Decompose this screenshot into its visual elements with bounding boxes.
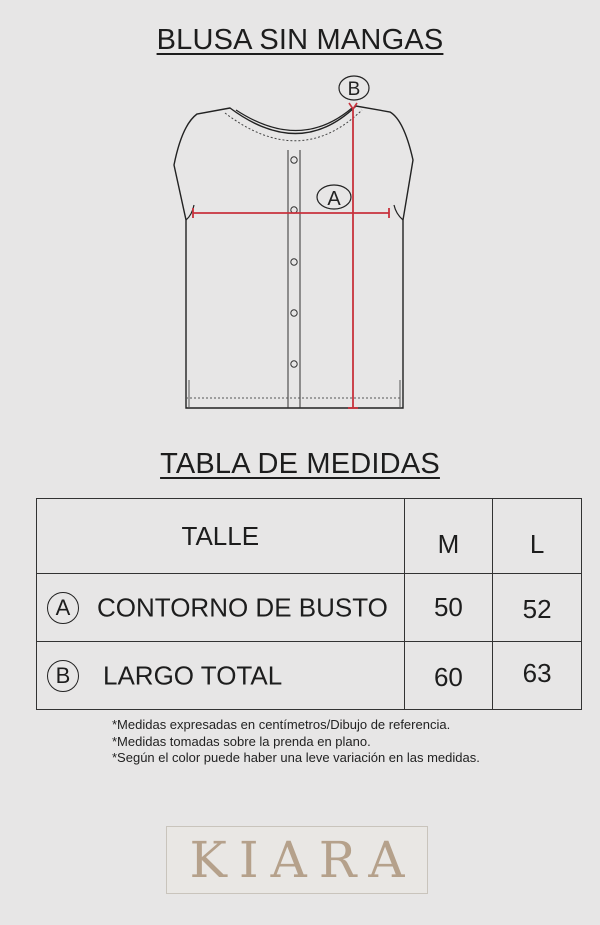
button-4 [291,310,297,316]
measurement-notes [112,717,480,767]
size-table [36,498,582,710]
button-1 [291,157,297,163]
garment-armhole-right [394,205,403,220]
size-header-l: L [493,499,582,574]
row-b-value-l: 63 [493,642,582,710]
row-b-label: LARGO TOTAL [103,660,283,690]
table-header-row [37,499,582,574]
table-title-text: TABLA DE MEDIDAS [160,448,440,480]
button-5 [291,361,297,367]
row-a-value-m: 50 [404,574,493,642]
row-a-label: CONTORNO DE BUSTO [97,592,388,622]
button-3 [291,259,297,265]
row-b-value-m: 60 [404,642,493,710]
marker-a-text: A [327,188,341,210]
note-line: *Medidas expresadas en centímetros/Dibujo de referencia. [112,717,451,732]
table-row [37,574,582,642]
size-header-m: M [404,499,493,574]
marker-b-text: B [347,79,361,100]
brand-logo [166,826,428,894]
garment-neckline-stitch [225,110,362,141]
note-line: *Medidas tomadas sobre la prenda en plano. [112,733,371,749]
row-a-value-l: 52 [493,574,582,642]
row-b-marker: B [47,660,79,692]
garment-buttons [291,157,297,367]
page-title-text: BLUSA SIN MANGAS [156,24,444,56]
brand-logo-text: KIARA [189,831,417,889]
row-a-marker: A [47,592,79,624]
row-b-label-cell [37,642,405,710]
talle-header: TALLE [37,499,405,574]
marker-b-arrow [349,103,357,109]
table-row [37,642,582,710]
note-line: *Según el color puede haber una leve variación en las medidas. [112,750,480,765]
garment-diagram [0,0,600,440]
row-a-label-cell [37,574,405,642]
table-title [0,448,600,481]
garment-neckline [236,108,352,131]
